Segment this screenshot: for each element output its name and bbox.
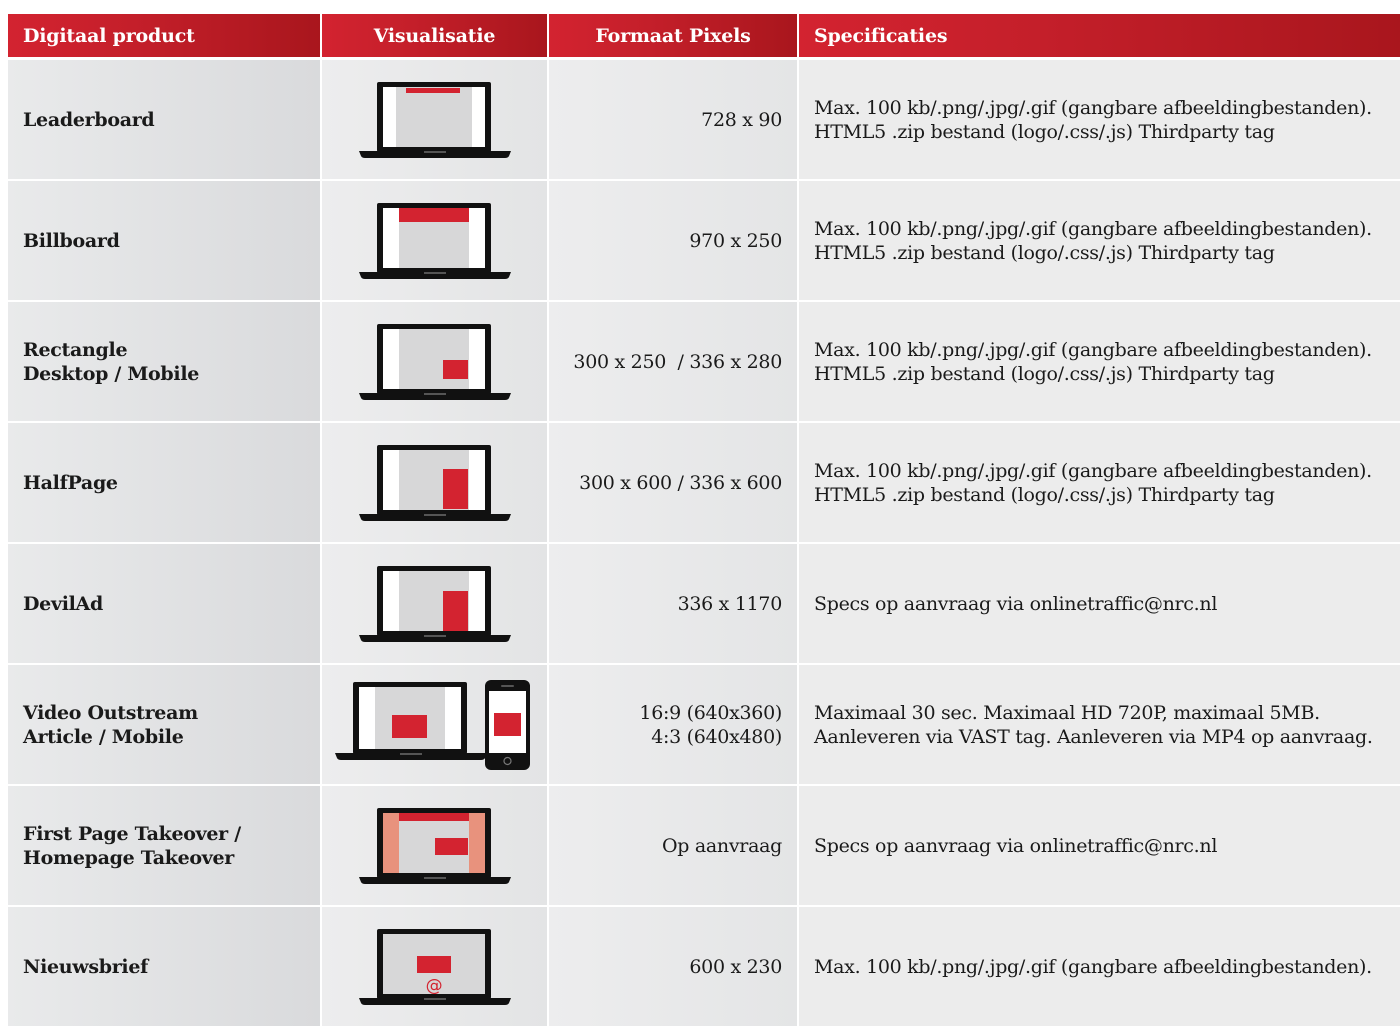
table-row — [8, 179, 1400, 300]
spec-cell — [799, 300, 1400, 421]
laptop-and-phone-video-icon — [335, 678, 535, 772]
header-digitaal-product: Digitaal product — [8, 14, 322, 57]
visual-cell — [322, 542, 549, 663]
ad-formats-table — [8, 14, 1400, 1026]
visual-cell — [322, 300, 549, 421]
product-cell — [8, 57, 322, 179]
visual-cell — [322, 57, 549, 179]
visual-cell — [322, 905, 549, 1026]
spec-line: HTML5 .zip bestand (logo/.css/.js) Thirdparty tag — [814, 241, 1275, 264]
format-cell — [549, 784, 799, 905]
spec-line: Max. 100 kb/.png/.jpg/.gif (gangbare afbeeldingbestanden). — [814, 217, 1372, 240]
spec-line: HTML5 .zip bestand (logo/.css/.js) Thirdparty tag — [814, 120, 1275, 143]
format-value: Op aanvraag — [661, 834, 782, 857]
spec-cell — [799, 179, 1400, 300]
product-name: First Page Takeover / — [23, 822, 241, 845]
visual-cell — [322, 179, 549, 300]
format-value: 16:9 (640x360) — [639, 701, 782, 724]
product-name: DevilAd — [23, 592, 103, 615]
header-visualisatie: Visualisatie — [322, 14, 549, 57]
spec-line: HTML5 .zip bestand (logo/.css/.js) Thirdparty tag — [814, 362, 1275, 385]
laptop-icon — [335, 682, 487, 760]
format-cell — [549, 663, 799, 784]
table-header — [8, 14, 1400, 57]
format-cell — [549, 57, 799, 179]
spec-cell — [799, 421, 1400, 542]
spec-line: HTML5 .zip bestand (logo/.css/.js) Thirdparty tag — [814, 483, 1275, 506]
table-row — [8, 784, 1400, 905]
product-name: Video Outstream — [23, 701, 198, 724]
laptop-leaderboard-icon — [358, 80, 512, 160]
table-row — [8, 300, 1400, 421]
product-cell — [8, 663, 322, 784]
table-row — [8, 542, 1400, 663]
product-name: Billboard — [23, 229, 120, 252]
format-value: 300 x 250 / 336 x 280 — [573, 350, 782, 373]
laptop-halfpage-icon — [358, 443, 512, 523]
format-cell — [549, 542, 799, 663]
spec-line: Max. 100 kb/.png/.jpg/.gif (gangbare afbeeldingbestanden). — [814, 96, 1372, 119]
format-cell — [549, 421, 799, 542]
laptop-billboard-icon — [358, 201, 512, 281]
format-value: 300 x 600 / 336 x 600 — [579, 471, 782, 494]
product-cell — [8, 421, 322, 542]
spec-cell — [799, 542, 1400, 663]
spec-cell — [799, 663, 1400, 784]
product-cell — [8, 300, 322, 421]
spec-line: Aanleveren via VAST tag. Aanleveren via MP4 op aanvraag. — [814, 725, 1373, 748]
laptop-takeover-icon — [358, 806, 512, 886]
visual-cell — [322, 784, 549, 905]
product-name: Rectangle — [23, 338, 128, 361]
product-name: Nieuwsbrief — [23, 955, 149, 978]
product-name: Article / Mobile — [23, 725, 184, 748]
product-name: Desktop / Mobile — [23, 362, 200, 385]
format-value: 970 x 250 — [689, 229, 782, 252]
smartphone-icon — [485, 680, 530, 770]
product-cell — [8, 542, 322, 663]
spec-line: Max. 100 kb/.png/.jpg/.gif (gangbare afbeeldingbestanden). — [814, 338, 1372, 361]
table-row — [8, 663, 1400, 784]
spec-line: Maximaal 30 sec. Maximaal HD 720P, maximaal 5MB. — [814, 701, 1320, 724]
format-value: 728 x 90 — [701, 108, 782, 131]
laptop-devilad-icon — [358, 564, 512, 644]
product-name: HalfPage — [23, 471, 118, 494]
spec-line: Max. 100 kb/.png/.jpg/.gif (gangbare afbeeldingbestanden). — [814, 459, 1372, 482]
spec-line: Max. 100 kb/.png/.jpg/.gif (gangbare afbeeldingbestanden). — [814, 955, 1372, 978]
header-specificaties: Specificaties — [799, 14, 1400, 57]
spec-cell — [799, 905, 1400, 1026]
format-cell — [549, 179, 799, 300]
product-name: Leaderboard — [23, 108, 155, 131]
table-row — [8, 421, 1400, 542]
product-cell — [8, 784, 322, 905]
format-cell — [549, 905, 799, 1026]
product-cell — [8, 179, 322, 300]
table-row — [8, 57, 1400, 179]
table-row — [8, 905, 1400, 1026]
spec-line: Specs op aanvraag via onlinetraffic@nrc.nl — [814, 592, 1218, 615]
visual-cell — [322, 663, 549, 784]
product-cell — [8, 905, 322, 1026]
spec-line: Specs op aanvraag via onlinetraffic@nrc.nl — [814, 834, 1218, 857]
spec-cell — [799, 784, 1400, 905]
header-formaat-pixels: Formaat Pixels — [549, 14, 799, 57]
format-cell — [549, 300, 799, 421]
format-value: 4:3 (640x480) — [651, 725, 782, 748]
spec-cell — [799, 57, 1400, 179]
format-value: 336 x 1170 — [677, 592, 782, 615]
visual-cell — [322, 421, 549, 542]
format-value: 600 x 230 — [689, 955, 782, 978]
laptop-newsletter-icon — [358, 927, 512, 1007]
laptop-rectangle-icon — [358, 322, 512, 402]
product-name: Homepage Takeover — [23, 846, 234, 869]
at-sign-icon: @ — [425, 975, 442, 996]
